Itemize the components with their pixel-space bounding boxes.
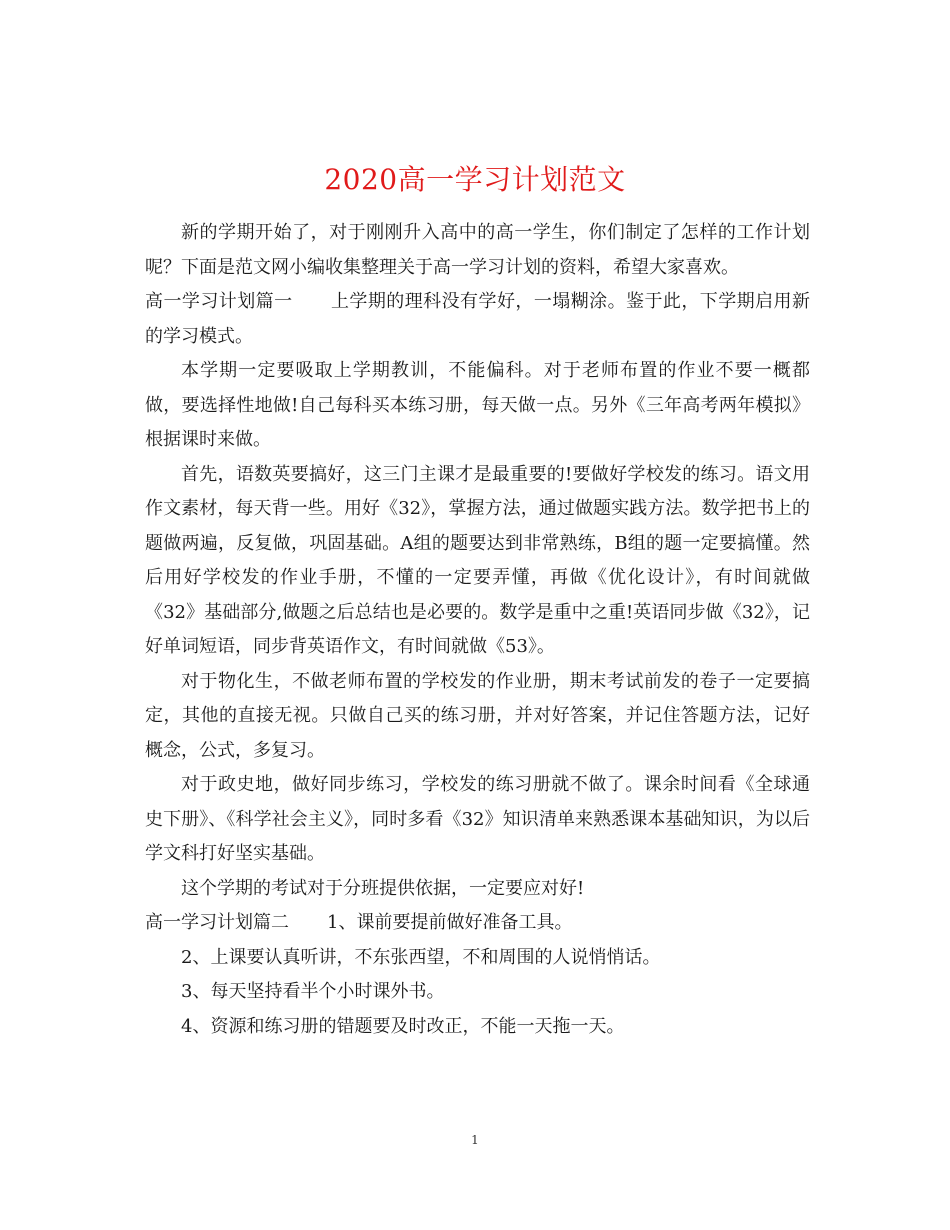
section2-item-2: 2、上课要认真听讲，不东张西望，不和周围的人说悄悄话。 xyxy=(181,946,661,968)
section2-paragraph xyxy=(145,906,810,941)
section2-heading: 高一学习计划篇二 xyxy=(145,912,289,933)
section1-paragraph xyxy=(145,285,810,354)
intro-paragraph: 新的学期开始了，对于刚刚升入高中的高一学生，你们制定了怎样的工作计划呢？下面是范文网小编收集整理关于高一学习计划的资料，希望大家喜欢。 xyxy=(145,222,810,278)
section2-item-1: 1、课前要提前做好准备工具。 xyxy=(327,912,573,933)
section1-lead: 上学期的理科没有学好，一塌糊涂。鉴于此，下学期启用新的学习模式。 xyxy=(145,291,810,347)
section2-item-4: 4、资源和练习册的错题要及时改正，不能一天拖一天。 xyxy=(181,1015,625,1037)
section1-paragraph-2: 本学期一定要吸取上学期教训，不能偏科。对于老师布置的作业不要一概都做，要选择性地做!自己每科买本练习册，每天做一点。另外《三年高考两年模拟》根据课时来做。 xyxy=(145,360,810,450)
page-number: 1 xyxy=(471,1133,479,1147)
section2-item-3: 3、每天坚持看半个小时课外书。 xyxy=(181,981,445,1002)
document-body xyxy=(145,216,810,1044)
page-title: 2020高一学习计划范文 xyxy=(324,162,626,196)
section1-paragraph-6: 这个学期的考试对于分班提供依据，一定要应对好! xyxy=(181,877,585,899)
section1-paragraph-4: 对于物化生，不做老师布置的学校发的作业册，期末考试前发的卷子一定要搞定，其他的直接无视。只做自己买的练习册，并对好答案，并记住答题方法，记好概念，公式，多复习。 xyxy=(145,670,810,761)
section1-paragraph-5: 对于政史地，做好同步练习，学校发的练习册就不做了。课余时间看《全球通史下册》、《科学社会主义》，同时多看《32》知识清单来熟悉课本基础知识，为以后学文科打好坚实基础。 xyxy=(145,774,810,864)
section1-paragraph-3: 首先，语数英要搞好，这三门主课才是最重要的!要做好学校发的练习。语文用作文素材，每天背一些。用好《32》，掌握方法，通过做题实践方法。数学把书上的题做两遍，反复做，巩固基础。A组的题要达到非常熟练，B组的题一定要搞懂。然后用好学校发的作业手册，不懂的一定要弄懂，再做《优化设计》，有时间就做《32》基础部分,做题之后总结也是必要的。数学是重中之重!英语同步做《32》，记好单词短语，同步背英语作文，有时间就做《53》。 xyxy=(145,463,810,657)
section1-heading: 高一学习计划篇一 xyxy=(145,291,293,312)
